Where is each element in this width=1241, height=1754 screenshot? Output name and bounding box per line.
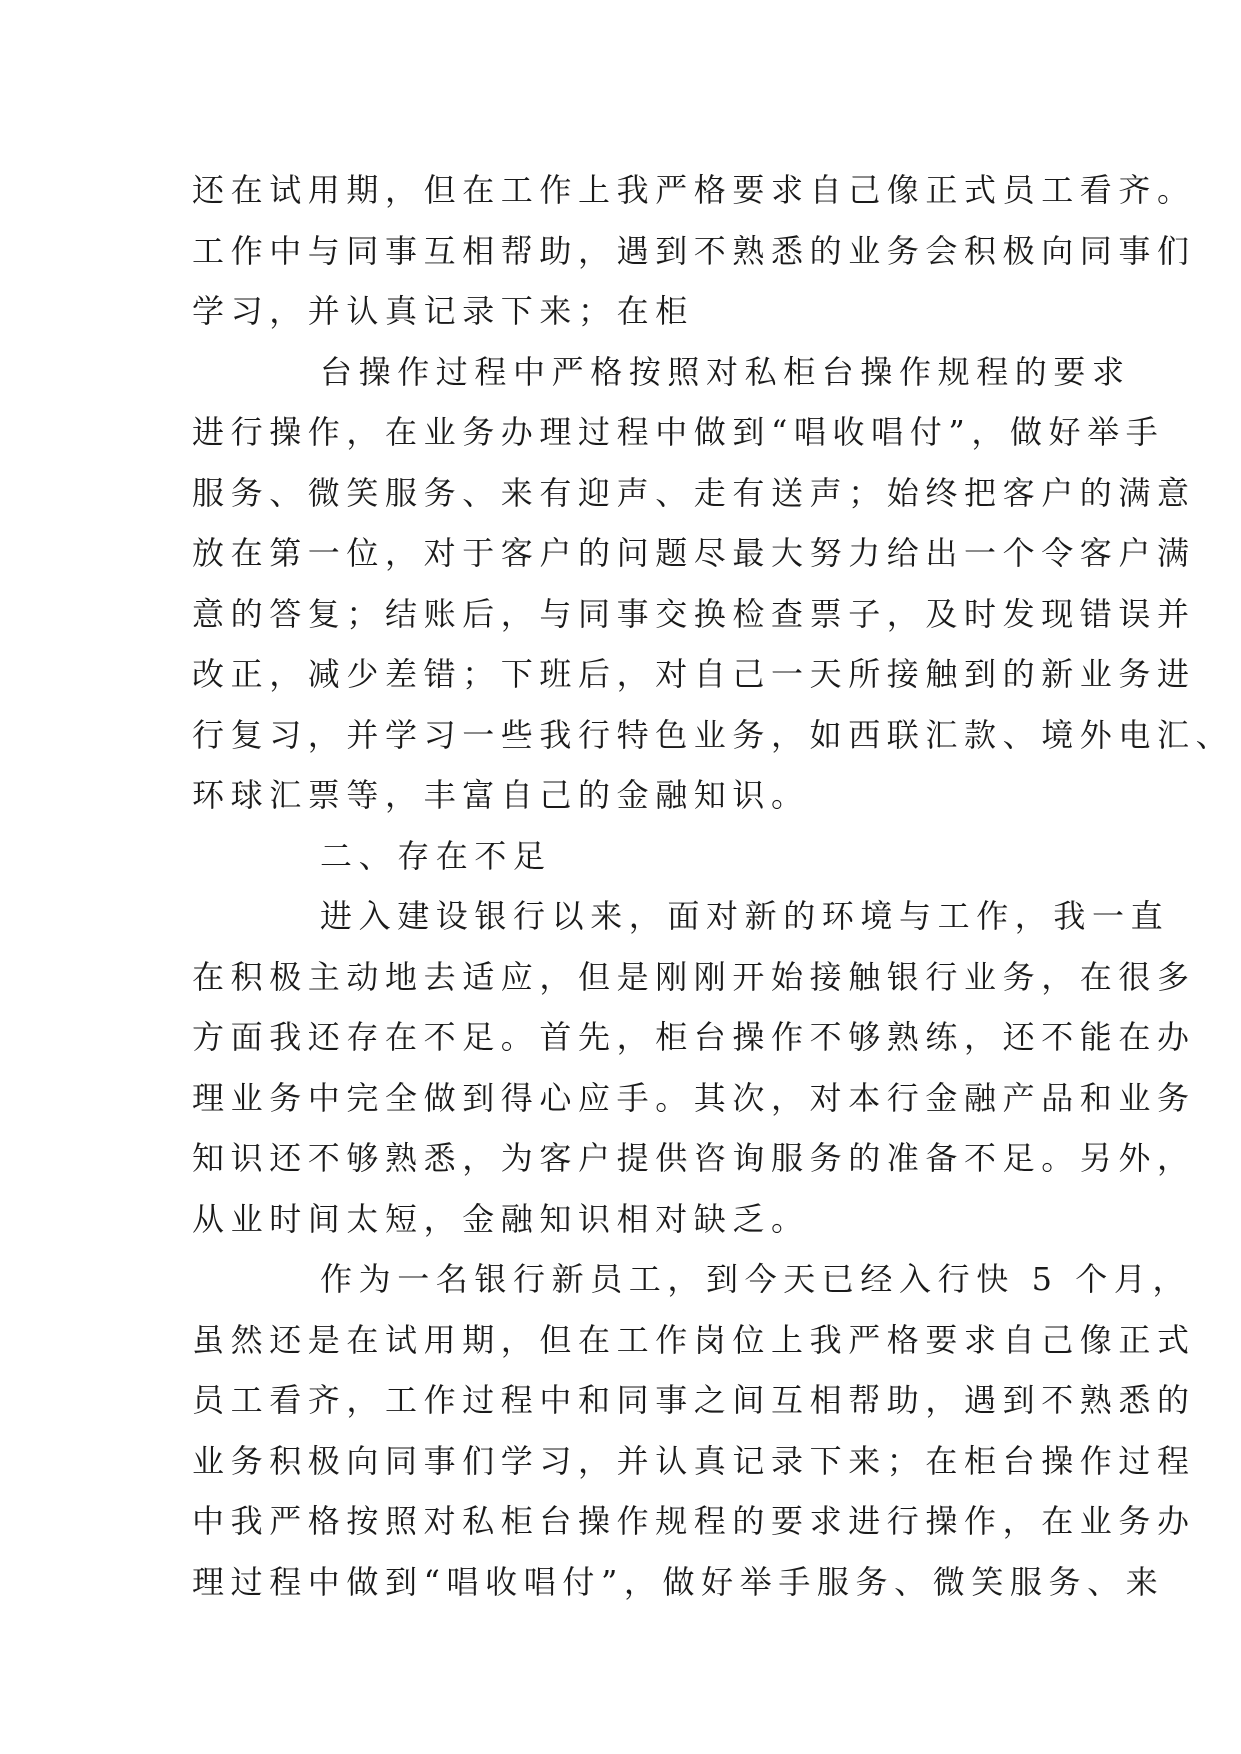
text-line: 还在试用期，但在工作上我严格要求自己像正式员工看齐。	[192, 171, 1196, 209]
text-line: 中我严格按照对私柜台操作规程的要求进行操作，在业务办	[192, 1502, 1196, 1540]
text-line: 进入建设银行以来，面对新的环境与工作，我一直	[320, 897, 1170, 935]
body-text	[192, 160, 1235, 1612]
text-line: 行复习，并学习一些我行特色业务，如西联汇款、境外电汇、	[192, 715, 1235, 754]
text-line: 虽然还是在试用期，但在工作岗位上我严格要求自己像正式	[192, 1320, 1196, 1359]
text-line: 知识还不够熟悉，为客户提供咨询服务的准备不足。另外，	[192, 1139, 1196, 1177]
text-line: 服务、微笑服务、来有迎声、走有送声；始终把客户的满意	[192, 473, 1196, 512]
text-line: 理业务中完全做到得心应手。其次，对本行金融产品和业务	[192, 1078, 1196, 1117]
text-line: 员工看齐，工作过程中和同事之间互相帮助，遇到不熟悉的	[192, 1381, 1196, 1419]
text-line: 环球汇票等，丰富自己的金融知识。	[192, 776, 810, 814]
text-line: 业务积极向同事们学习，并认真记录下来；在柜台操作过程	[192, 1441, 1196, 1480]
text-line: 学习，并认真记录下来；在柜	[192, 292, 694, 330]
text-line: 方面我还存在不足。首先，柜台操作不够熟练，还不能在办	[192, 1018, 1196, 1056]
text-line: 作为一名银行新员工，到今天已经入行快 5 个月，	[320, 1260, 1192, 1298]
text-line: 改正，减少差错；下班后，对自己一天所接触到的新业务进	[192, 655, 1196, 693]
text-line: 在积极主动地去适应，但是刚刚开始接触银行业务，在很多	[192, 957, 1196, 996]
text-line: 工作中与同事互相帮助，遇到不熟悉的业务会积极向同事们	[192, 231, 1196, 270]
text-line: 放在第一位，对于客户的问题尽最大努力给出一个令客户满	[192, 534, 1196, 572]
section-heading: 二、存在不足	[320, 836, 552, 875]
text-line: 台操作过程中严格按照对私柜台操作规程的要求	[320, 352, 1131, 391]
text-line: 从业时间太短，金融知识相对缺乏。	[192, 1199, 810, 1238]
text-line: 意的答复；结账后，与同事交换检查票子，及时发现错误并	[192, 594, 1196, 633]
text-line: 进行操作，在业务办理过程中做到“唱收唱付”，做好举手	[192, 413, 1165, 451]
text-line: 理过程中做到“唱收唱付”，做好举手服务、微笑服务、来	[192, 1562, 1165, 1601]
